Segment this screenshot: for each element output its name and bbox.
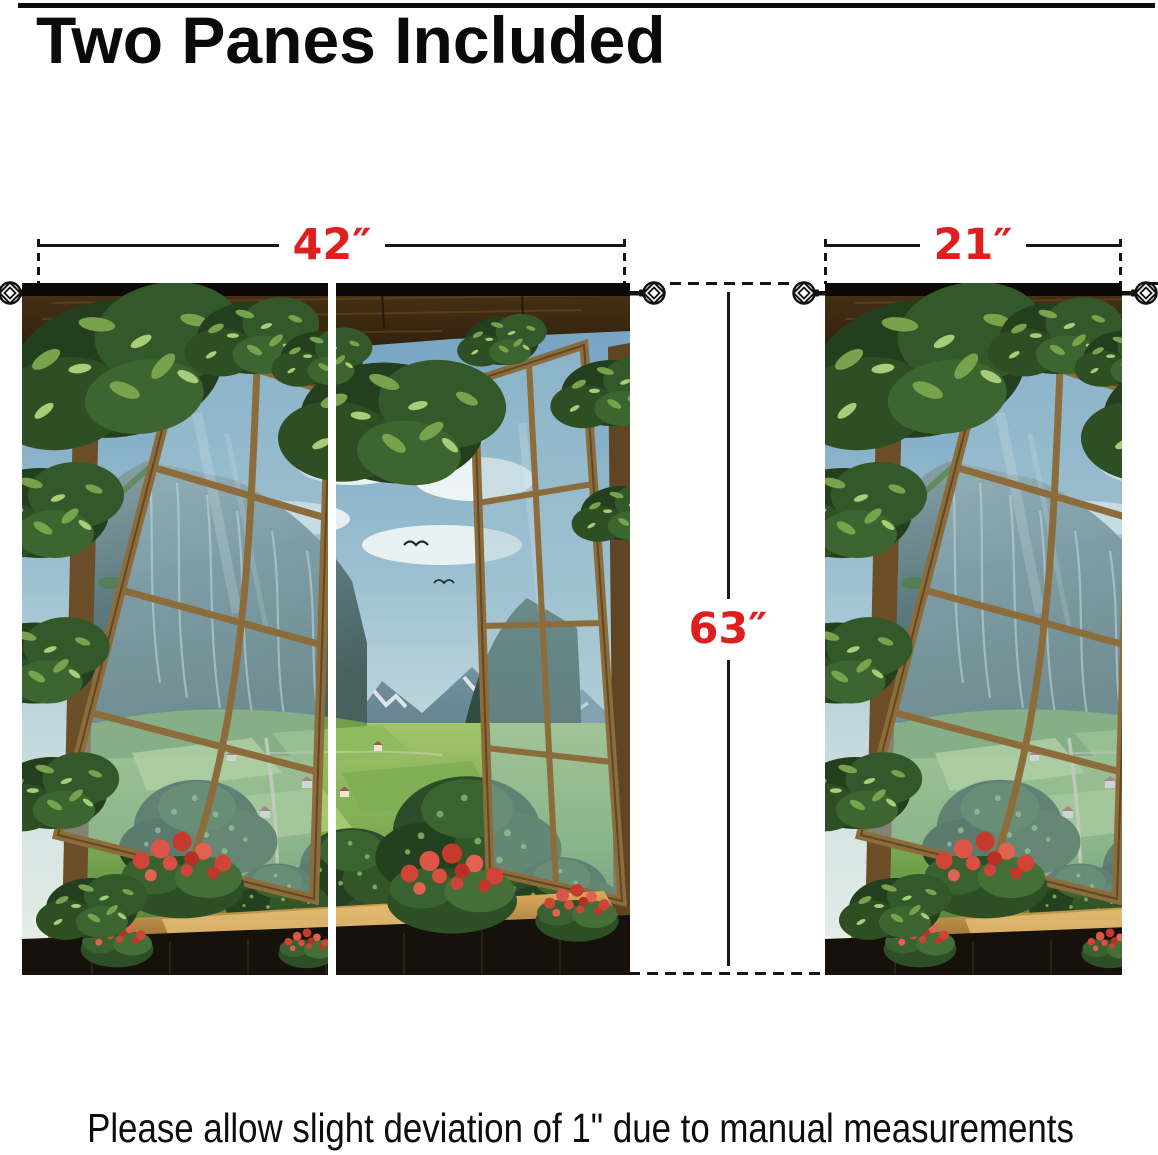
extension-line	[1119, 239, 1122, 284]
dimension-width-left-set	[38, 219, 626, 270]
dimension-height	[688, 292, 768, 966]
rod-level-dashed-line	[670, 282, 794, 285]
curtain-rod-finial-icon	[1118, 280, 1158, 306]
extension-line	[623, 239, 626, 284]
window-scene-illustration	[22, 283, 630, 975]
dimension-label-42: 42″	[292, 219, 372, 270]
dimension-line	[825, 244, 920, 247]
dimension-line	[38, 244, 279, 247]
extension-line	[37, 239, 40, 284]
dimension-line	[727, 660, 730, 967]
hem-level-dashed-line	[629, 972, 825, 975]
curtain-rod-finial-icon	[626, 280, 666, 306]
dimension-label-63: 63″	[688, 603, 768, 654]
page-title: Two Panes Included	[36, 3, 666, 77]
window-scene-illustration	[825, 283, 1122, 975]
extension-line	[824, 239, 827, 284]
dimension-width-right-panel	[825, 219, 1121, 270]
dimension-line	[1026, 244, 1121, 247]
dimension-line	[727, 292, 730, 599]
dimension-label-21: 21″	[933, 219, 1013, 270]
dimension-line	[385, 244, 626, 247]
curtain-right-panel	[825, 283, 1122, 975]
measurement-note	[0, 1106, 1158, 1151]
panel-split-gap	[328, 283, 336, 975]
measurement-note-text: Please allow slight deviation of 1" due to manual measurements	[87, 1105, 1074, 1151]
curtain-left-set	[22, 283, 630, 975]
